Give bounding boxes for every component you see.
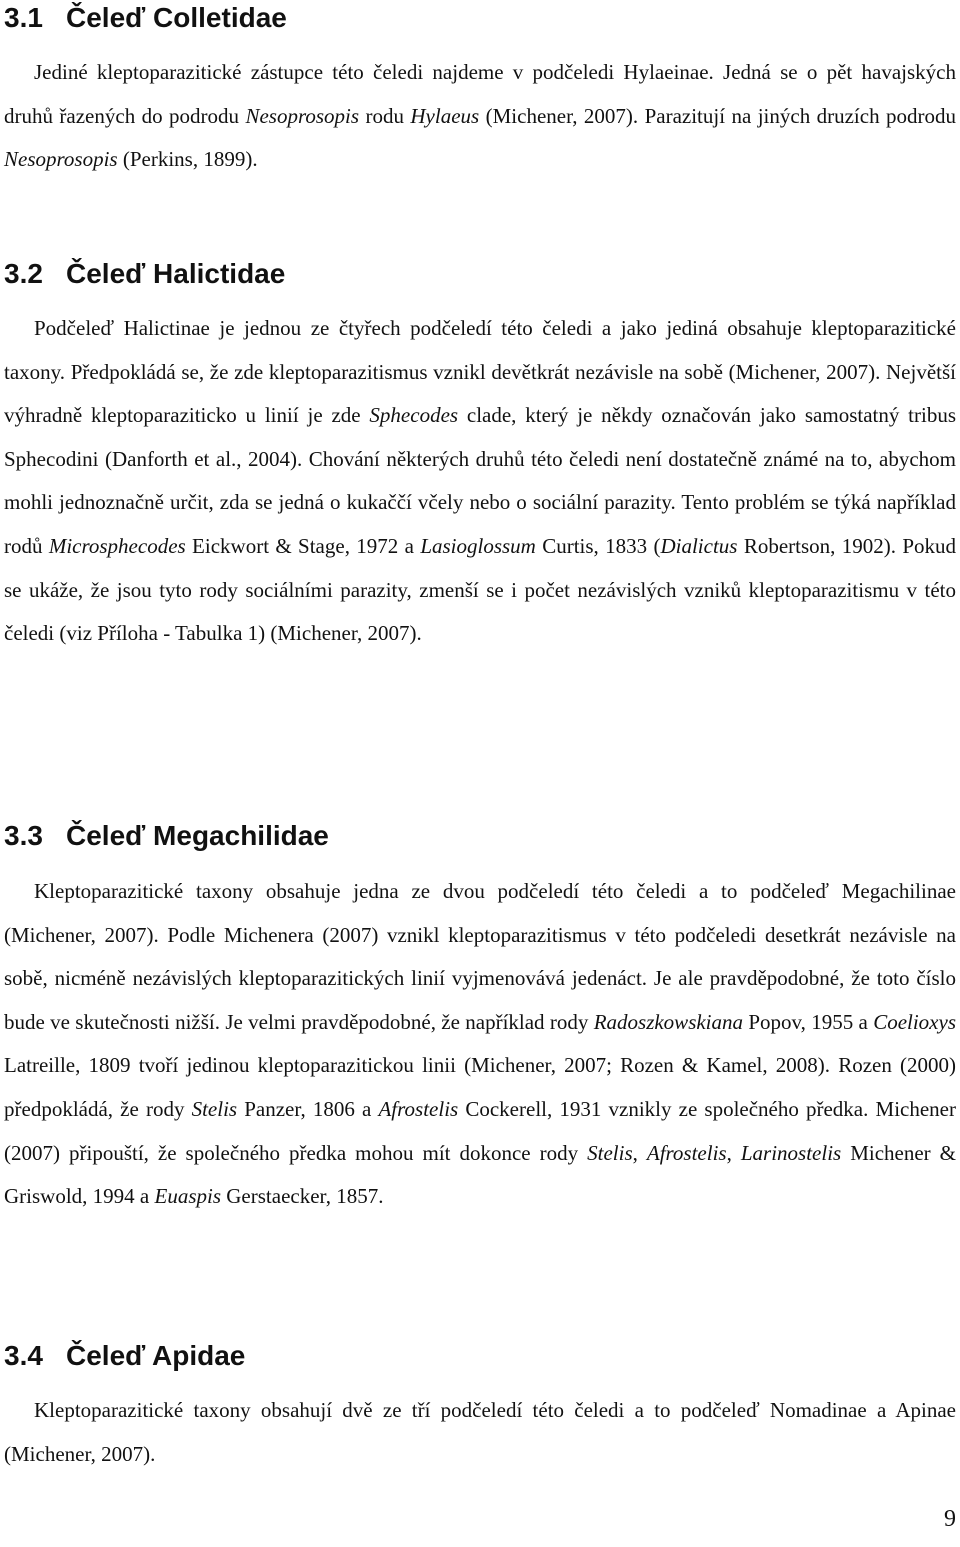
section-number: 3.3: [4, 820, 43, 851]
paragraph-text-run: clade, který je někdy označován jako samostatný tribus Sphecodini (Danforth et al., 2004). Chování některých druhů této čeledi není dostatečně známé na to, abychom mohli jednoznačně určit, zda se jedná o kukaččí včely nebo o sociální parazity. Tento problém se týká například rodů: [4, 403, 956, 558]
paragraph-text-run: Popov, 1955 a: [743, 1009, 874, 1034]
section-heading-3-3: [4, 820, 329, 852]
paragraph-text-run: Latreille, 1809 tvoří jedinou kleptoparazitickou linii (Michener, 2007; Rozen & Kamel, 2008). Rozen (2000) předpokládá, že rody: [4, 1053, 956, 1121]
italic-taxon-name: Dialictus: [660, 533, 738, 558]
italic-taxon-name: Hylaeus: [410, 103, 480, 128]
section-paragraph-3-2: [4, 307, 956, 656]
paragraph-text-run: ,: [726, 1140, 741, 1165]
section-heading-3-1: [4, 2, 287, 34]
italic-taxon-name: Coelioxys: [873, 1009, 956, 1034]
paragraph-text-run: Kleptoparazitické taxony obsahuje jedna ze dvou podčeledí této čeledi a to podčeleď Megachilinae (Michener, 2007). Podle Michenera (2007) vznikl kleptoparazitismus v této podčeledi desetkrát nezávisle na sobě, nicméně nezávislých kleptoparazitických linií vyjmenovává jedenáct. Je ale pravděpodobné, že toto číslo bude ve skutečnosti nižší. Je velmi pravděpodobné, že například rody: [4, 879, 956, 1034]
section-heading-3-4: [4, 1340, 245, 1372]
section-paragraph-3-4: [4, 1389, 956, 1476]
italic-taxon-name: Afrostelis: [646, 1140, 727, 1165]
italic-taxon-name: Nesoprosopis: [4, 147, 118, 172]
section-paragraph-3-1: [4, 51, 956, 182]
section-title: Čeleď Megachilidae: [66, 820, 329, 851]
section-number: 3.1: [4, 2, 43, 33]
italic-taxon-name: Nesoprosopis: [245, 103, 360, 128]
section-title: Čeleď Apidae: [66, 1340, 246, 1371]
italic-taxon-name: Sphecodes: [369, 403, 459, 428]
italic-taxon-name: Afrostelis: [378, 1096, 459, 1121]
paragraph-text-run: Eickwort & Stage, 1972 a: [185, 533, 421, 558]
paragraph-text-run: Curtis, 1833 (: [535, 533, 661, 558]
paragraph-text-run: Kleptoparazitické taxony obsahují dvě ze tří podčeledí této čeledi a to podčeleď Nomadinae a Apinae (Michener, 2007).: [4, 1398, 956, 1466]
italic-taxon-name: Stelis: [587, 1140, 633, 1165]
paragraph-text-run: rodu: [359, 103, 411, 128]
paragraph-text-run: (Perkins, 1899).: [117, 147, 258, 172]
italic-taxon-name: Lasioglossum: [420, 533, 536, 558]
paragraph-text-run: Cockerell, 1931 vznikly ze společného předka. Michener (2007) připouští, že společného předka mohou mít dokonce rody: [4, 1096, 956, 1165]
paragraph-text-run: Michener & Griswold, 1994 a: [4, 1140, 957, 1209]
section-heading-3-2: [4, 258, 285, 290]
paragraph-text-run: Jediné kleptoparazitické zástupce této čeledi najdeme v podčeledi Hylaeinae. Jedná se o pět havajských druhů řazených do podrodu: [4, 60, 956, 128]
paragraph-text-run: ,: [632, 1140, 647, 1165]
italic-taxon-name: Larinostelis: [740, 1140, 842, 1165]
section-number: 3.4: [4, 1340, 43, 1371]
section-number: 3.2: [4, 258, 43, 289]
paragraph-text-run: (Michener, 2007). Parazitují na jiných druzích podrodu: [479, 103, 957, 128]
section-paragraph-3-3: [4, 870, 956, 1219]
paragraph-text-run: Gerstaecker, 1857.: [221, 1184, 384, 1209]
section-title: Čeleď Halictidae: [66, 258, 286, 289]
italic-taxon-name: Stelis: [191, 1096, 238, 1121]
italic-taxon-name: Microsphecodes: [48, 533, 186, 558]
section-title: Čeleď Colletidae: [66, 2, 287, 33]
italic-taxon-name: Euaspis: [154, 1184, 222, 1209]
italic-taxon-name: Radoszkowskiana: [593, 1009, 744, 1034]
paragraph-text-run: Podčeleď Halictinae je jednou ze čtyřech podčeledí této čeledi a jako jediná obsahuje kleptoparazitické taxony. Předpokládá se, že zde kleptoparazitismus vznikl devětkrát nezávisle na sobě (Michener, 2007). Největší výhradně kleptoparaziticko u linií je zde: [4, 316, 956, 428]
paragraph-text-run: Robertson, 1902). Pokud se ukáže, že jsou tyto rody sociálními parazity, zmenší se i počet nezávislých vzniků kleptoparazitismu v této čeledi (viz Příloha - Tabulka 1) (Michener, 2007).: [4, 533, 956, 646]
paragraph-text-run: Panzer, 1806 a: [237, 1096, 379, 1121]
page-number: 9: [944, 1506, 956, 1532]
